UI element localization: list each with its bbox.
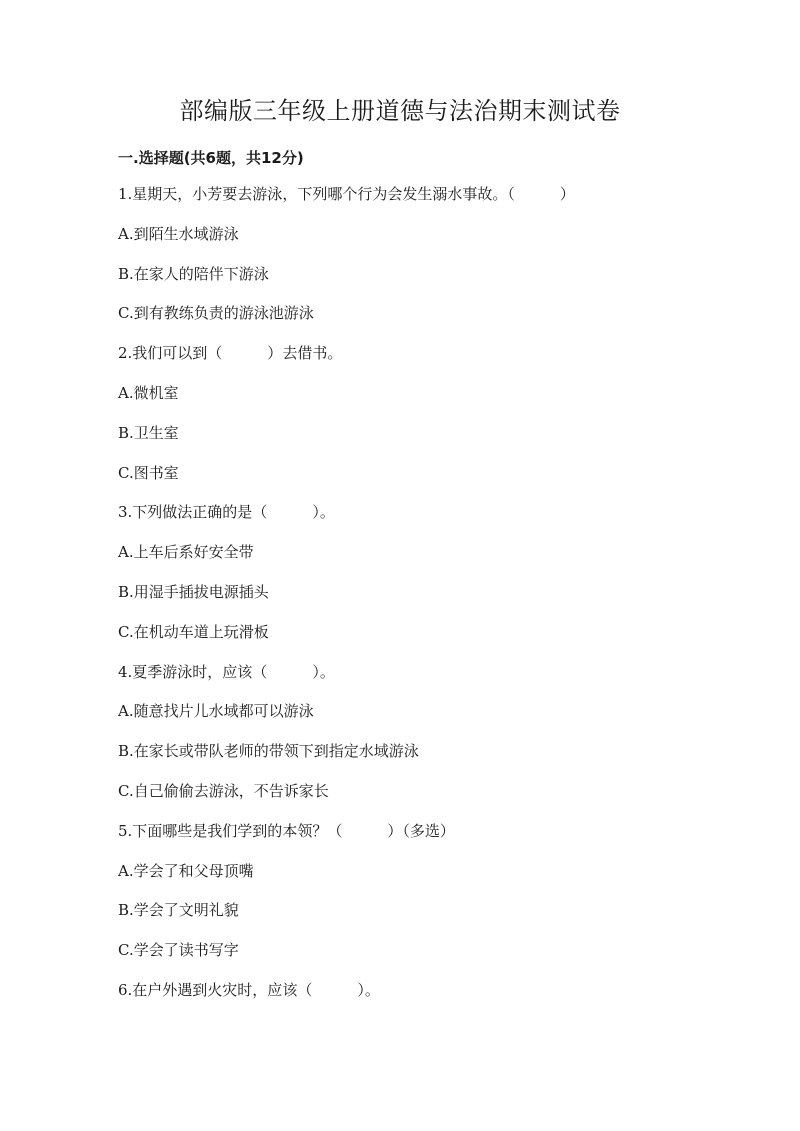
- option-5c: C.学会了读书写字: [118, 941, 239, 960]
- option-1c: C.到有教练负责的游泳池游泳: [118, 304, 314, 323]
- option-2b: B.卫生室: [118, 423, 179, 442]
- option-2c: C.图书室: [118, 463, 179, 482]
- option-4b: B.在家长或带队老师的带领下到指定水域游泳: [118, 742, 419, 761]
- question-6: 6.在户外遇到火灾时，应该（ ）。: [118, 980, 380, 999]
- question-5: 5.下面哪些是我们学到的本领？（ ）（多选）: [118, 821, 455, 840]
- question-2: 2.我们可以到（ ）去借书。: [118, 344, 343, 363]
- option-3a: A.上车后系好安全带: [118, 543, 254, 562]
- question-4: 4.夏季游泳时，应该（ ）。: [118, 662, 335, 681]
- option-1a: A.到陌生水域游泳: [118, 224, 239, 243]
- option-2a: A.微机室: [118, 383, 179, 402]
- question-1: 1.星期天，小芳要去游泳，下列哪个行为会发生溺水事故。（ ）: [118, 185, 575, 203]
- option-4a: A.随意找片儿水域都可以游泳: [118, 702, 314, 721]
- question-3: 3.下列做法正确的是（ ）。: [118, 503, 335, 522]
- option-3b: B.用湿手插拔电源插头: [118, 582, 269, 601]
- option-3c: C.在机动车道上玩滑板: [118, 622, 269, 641]
- question-list: [118, 182, 718, 1018]
- option-4c: C.自己偷偷去游泳，不告诉家长: [118, 781, 329, 800]
- option-1b: B.在家人的陪伴下游泳: [118, 264, 269, 283]
- option-5b: B.学会了文明礼貌: [118, 901, 239, 920]
- page-title: 部编版三年级上册道德与法治期末测试卷: [179, 97, 621, 125]
- section-heading: 一.选择题(共6题，共12分): [118, 149, 304, 167]
- option-5a: A.学会了和父母顶嘴: [118, 861, 254, 880]
